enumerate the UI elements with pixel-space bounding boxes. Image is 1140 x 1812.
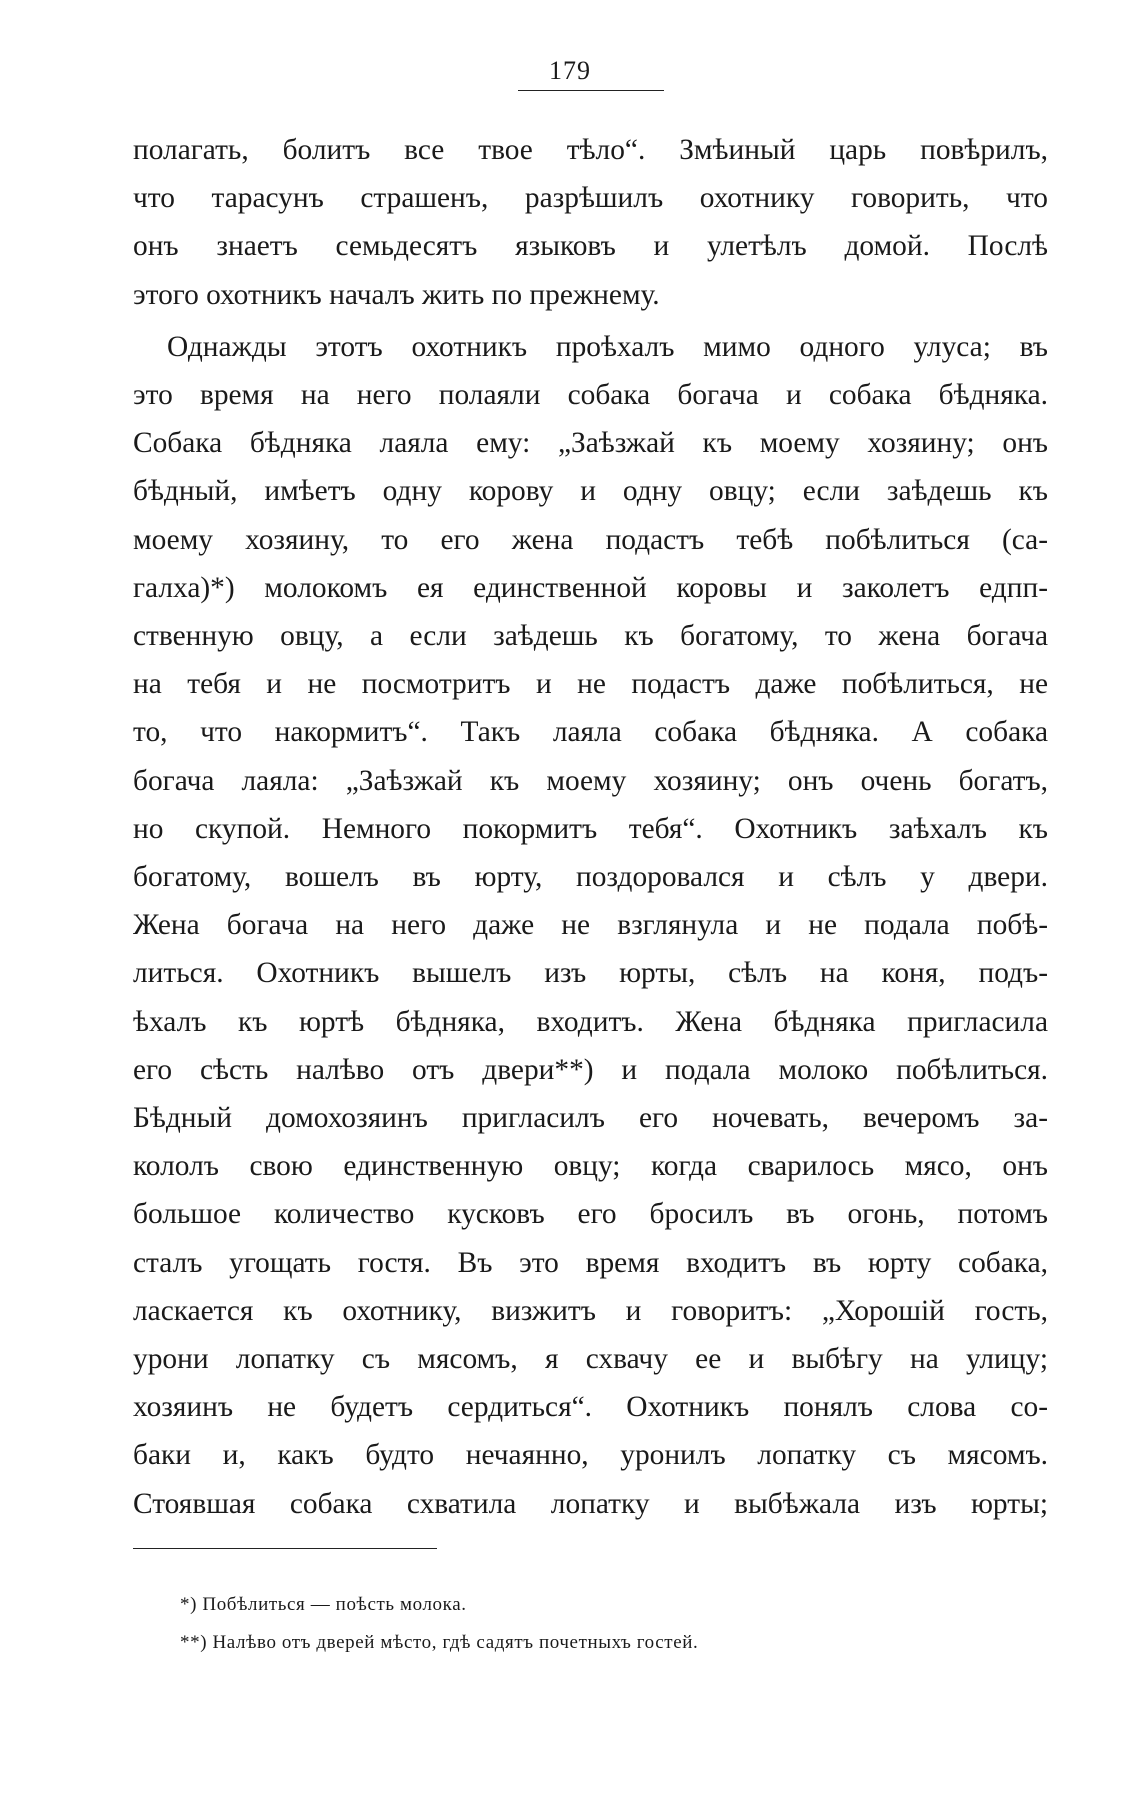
text-line: этого охотникъ началъ жить по прежнему. (133, 278, 660, 311)
text-line: это время на него полаяли собака богача и собака бѣдняка. (133, 379, 1048, 412)
text-line: баки и, какъ будто нечаянно, уронилъ лопатку съ мясомъ. (133, 1439, 1048, 1472)
text-line: ѣхалъ къ юртѣ бѣдняка, входитъ. Жена бѣдняка пригласила (133, 1005, 1048, 1038)
text-line: полагать, болитъ все твое тѣло“. Змѣиный царь повѣрилъ, (133, 134, 1048, 166)
text-line: урони лопатку съ мясомъ, я схвачу ее и выбѣгу на улицу; (133, 1343, 1048, 1376)
text-line: моему хозяину, то его жена подастъ тебѣ побѣлиться (са- (133, 523, 1048, 556)
text-line: литься. Охотникъ вышелъ изъ юрты, сѣлъ на коня, подъ- (133, 957, 1048, 990)
page-number-rule (518, 90, 664, 91)
text-line: на тебя и не посмотритъ и не подастъ даже побѣлиться, не (133, 668, 1048, 701)
text-line: но скупой. Немного покормитъ тебя“. Охотникъ заѣхалъ къ (133, 812, 1048, 845)
text-line: Однажды этотъ охотникъ проѣхалъ мимо одного улуса; въ (167, 330, 1048, 363)
text-line: что тарасунъ страшенъ, разрѣшилъ охотнику говорить, что (133, 182, 1048, 215)
paragraph-1 (133, 126, 1048, 319)
footnote-rule (133, 1548, 437, 1549)
text-line: богатому, вошелъ въ юрту, поздоровался и сѣлъ у двери. (133, 861, 1048, 894)
page-number: 179 (549, 56, 591, 85)
text-line: Собака бѣдняка лаяла ему: „Заѣзжай къ моему хозяину; онъ (133, 427, 1048, 460)
text-line: Стоявшая собака схватила лопатку и выбѣжала изъ юрты; (133, 1487, 1048, 1520)
text-line: Жена богача на него даже не взглянула и не подала побѣ- (133, 909, 1048, 942)
paragraph-2 (133, 323, 1048, 1528)
text-line: его сѣсть налѣво отъ двери**) и подала молоко побѣлиться. (133, 1053, 1048, 1086)
text-line: сталъ угощать гостя. Въ это время входитъ въ юрту собака, (133, 1246, 1048, 1279)
footnote-2: **) Налѣво отъ дверей мѣсто, гдѣ садятъ почетныхъ гостей. (180, 1632, 699, 1653)
text-line: кололъ свою единственную овцу; когда сварилось мясо, онъ (133, 1150, 1048, 1183)
text-line: богача лаяла: „Заѣзжай къ моему хозяину; онъ очень богатъ, (133, 764, 1048, 797)
text-line: бѣдный, имѣетъ одну корову и одну овцу; если заѣдешь къ (133, 475, 1048, 508)
text-line: ственную овцу, а если заѣдешь къ богатому, то жена богача (133, 620, 1048, 653)
text-line: Бѣдный домохозяинъ пригласилъ его ночевать, вечеромъ за- (133, 1102, 1048, 1135)
text-line: ласкается къ охотнику, визжитъ и говоритъ: „Хорошій гость, (133, 1294, 1048, 1327)
text-line: галха)*) молокомъ ея единственной коровы и заколетъ едпп- (133, 571, 1048, 604)
footnote-1: *) Побѣлиться — поѣсть молока. (180, 1594, 467, 1615)
text-line: большое количество кусковъ его бросилъ въ огонь, потомъ (133, 1198, 1048, 1231)
text-line: то, что накормитъ“. Такъ лаяла собака бѣдняка. А собака (133, 716, 1048, 749)
footnotes (180, 1586, 1040, 1662)
text-line: онъ знаетъ семьдесятъ языковъ и улетѣлъ домой. Послѣ (133, 230, 1048, 263)
body-text (133, 126, 1048, 1528)
text-line: хозяинъ не будетъ сердиться“. Охотникъ понялъ слова со- (133, 1391, 1048, 1424)
